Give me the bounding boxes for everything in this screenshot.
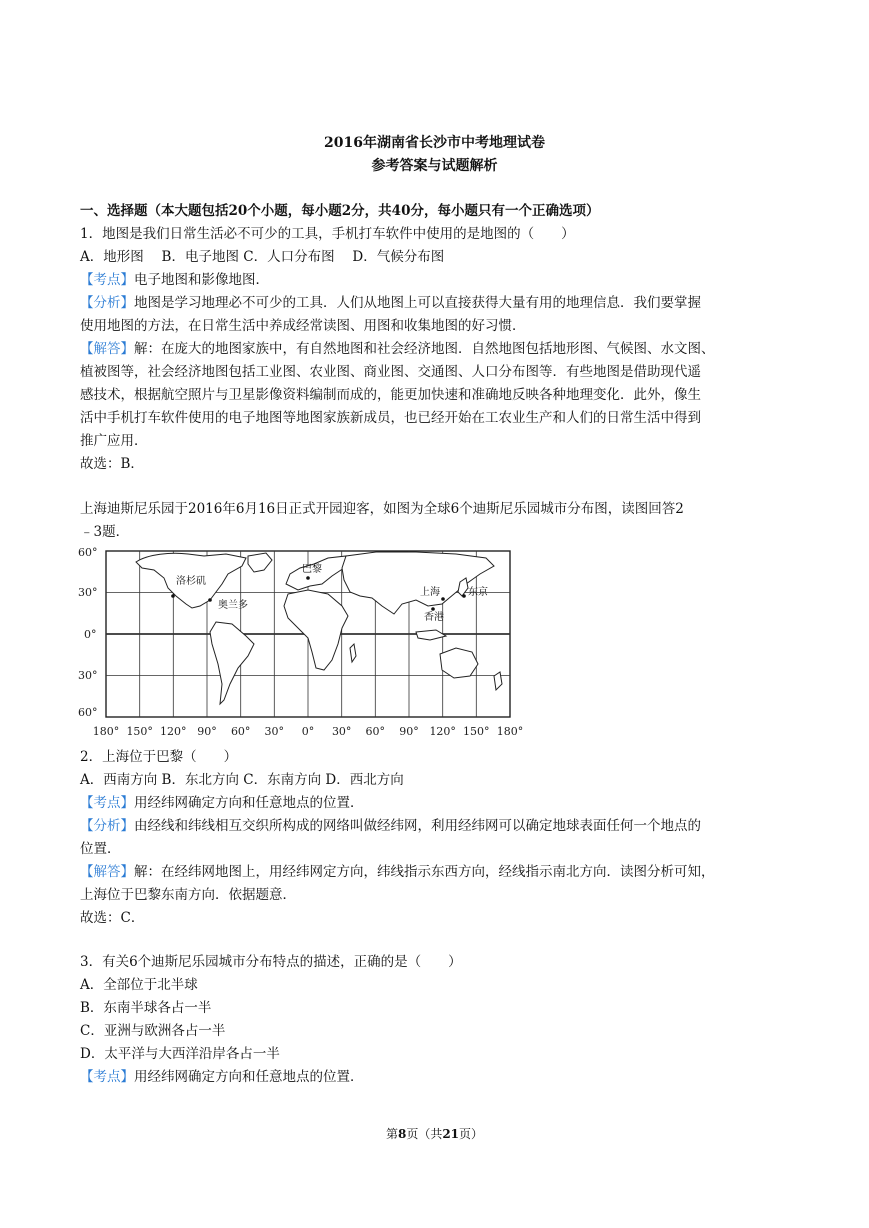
q3-option-b: B．东南半球各占一半 (80, 1000, 212, 1016)
q1-kaodian-text: 电子地图和影像地图． (134, 272, 269, 288)
q1-fenxi (80, 291, 800, 311)
q2-answer: 故选：C． (80, 910, 145, 926)
losangeles-marker (171, 594, 175, 598)
q1-jieda-text-1: 解：在庞大的地图家族中，有自然地图和社会经济地图．自然地图包括地形图、气候图、水文图、 (134, 341, 715, 357)
footer-suffix: 页） (459, 1127, 484, 1141)
kaodian-tag: 【考点】 (80, 272, 134, 288)
q2-fenxi-text-1: 由经线和纬线相互交织所构成的网络叫做经纬网，利用经纬网可以确定地球表面任何一个地点的 (134, 818, 701, 834)
intro-line-1: 上海迪斯尼乐园于2016年6月16日正式开园迎客，如图为全球6个迪斯尼乐园城市分布图，读图回答2 (80, 501, 684, 517)
paris-marker (306, 576, 310, 580)
q3-kaodian (80, 1065, 800, 1085)
lon-label-180e: 180° (496, 725, 524, 738)
q2-jieda (80, 860, 800, 880)
document-subtitle: 参考答案与试题解析 (371, 158, 498, 174)
lon-label-90w: 90° (197, 725, 217, 738)
lat-label-0: 0° (84, 628, 97, 641)
q1-jieda-text-5: 推广应用． (80, 433, 148, 449)
lat-label-60s: 60° (78, 706, 98, 719)
q1-jieda-text-3: 感技术，根据航空照片与卫星影像资料编制而成的，能更加快速和准确地反映各种地理变化．此外，像生 (80, 387, 701, 403)
page-footer (0, 1125, 869, 1142)
q3-option-d: D．太平洋与大西洋沿岸各占一半 (80, 1046, 280, 1062)
q1-fenxi-text-2: 使用地图的方法，在日常生活中养成经常读图、用图和收集地图的好习惯． (80, 318, 526, 334)
madagascar (350, 644, 356, 662)
q2-stem: 2．上海位于巴黎（ ） (80, 749, 238, 765)
jieda-tag: 【解答】 (80, 864, 134, 880)
q1-jieda-text-2: 植被图等，社会经济地图包括工业图、农业图、商业图、交通图、人口分布图等．有些地图是借助现代遥 (80, 364, 701, 380)
q3-kaodian-text: 用经纬网确定方向和任意地点的位置． (134, 1069, 364, 1085)
hongkong-marker (431, 607, 435, 611)
q1-kaodian (80, 268, 800, 288)
intro-line-2: ﹣3题． (80, 524, 130, 540)
footer-total-pages: 21 (442, 1127, 460, 1141)
greenland (248, 553, 272, 572)
section-heading: 一、选择题（本大题包括20个小题，每小题2分，共40分，每小题只有一个正确选项） (80, 203, 600, 219)
fenxi-tag: 【分析】 (80, 295, 134, 311)
lon-label-150e: 150° (463, 725, 490, 738)
footer-prefix: 第 (385, 1127, 398, 1141)
lon-label-30e: 30° (331, 725, 352, 738)
tokyo-marker (462, 594, 466, 598)
lat-label-30s: 30° (78, 669, 98, 682)
city-orlando: 奥兰多 (218, 600, 248, 611)
jieda-tag: 【解答】 (80, 341, 134, 357)
lon-label-90e: 90° (399, 725, 419, 738)
world-map-disney-cities (76, 544, 536, 740)
q2-options: A．西南方向 B．东北方向 C．东南方向 D．西北方向 (80, 772, 404, 788)
q1-fenxi-text-1: 地图是学习地理必不可少的工具．人们从地图上可以直接获得大量有用的地理信息．我们要掌握 (134, 295, 701, 311)
australia (440, 648, 478, 678)
lon-label-120e: 120° (429, 725, 456, 738)
lat-label-30n: 30° (78, 586, 98, 599)
q1-stem: 1．地图是我们日常生活必不可少的工具，手机打车软件中使用的是地图的（ ） (80, 226, 575, 242)
lon-label-60w: 60° (230, 725, 251, 738)
lon-label-0: 0° (301, 725, 315, 738)
q3-option-a: A．全部位于北半球 (80, 977, 198, 993)
kaodian-tag: 【考点】 (80, 795, 134, 811)
q2-jieda-text-1: 解：在经纬网地图上，用经纬网定方向，纬线指示东西方向，经线指示南北方向．读图分析可知， (134, 864, 715, 880)
lon-label-120w: 120° (160, 725, 187, 738)
city-tokyo: 东京 (468, 587, 488, 598)
new-zealand (494, 672, 502, 690)
footer-middle: 页（共 (406, 1127, 443, 1141)
kaodian-tag: 【考点】 (80, 1069, 134, 1085)
orlando-marker (208, 598, 212, 602)
q2-jieda-text-2: 上海位于巴黎东南方向．依据题意． (80, 887, 296, 903)
q2-fenxi-text-2: 位置． (80, 841, 121, 857)
city-hongkong: 香港 (424, 612, 444, 623)
footer-page-number: 8 (397, 1127, 407, 1141)
lon-label-150w: 150° (126, 725, 153, 738)
q1-jieda-text-4: 活中手机打车软件使用的电子地图等地图家族新成员，也已经开始在工农业生产和人们的日常生活中得到 (80, 410, 701, 426)
indonesia (416, 630, 446, 640)
document-title: 2016年湖南省长沙市中考地理试卷 (324, 135, 545, 151)
q3-option-c: C．亚洲与欧洲各占一半 (80, 1023, 226, 1039)
city-shanghai: 上海 (420, 587, 440, 598)
africa (284, 590, 348, 670)
lat-label-60n: 60° (78, 546, 98, 559)
q1-answer: 故选：B． (80, 456, 144, 472)
asia (342, 552, 494, 614)
q1-jieda (80, 337, 800, 357)
city-paris: 巴黎 (302, 564, 322, 575)
q1-options: A．地形图 B．电子地图 C．人口分布图 D．气候分布图 (80, 249, 445, 265)
fenxi-tag: 【分析】 (80, 818, 134, 834)
city-losangeles: 洛杉矶 (176, 576, 206, 587)
q2-kaodian-text: 用经纬网确定方向和任意地点的位置． (134, 795, 364, 811)
lon-label-180w: 180° (92, 725, 120, 738)
lon-label-30w: 30° (264, 725, 285, 738)
lon-label-60e: 60° (365, 725, 386, 738)
q2-kaodian (80, 791, 800, 811)
q3-stem: 3．有关6个迪斯尼乐园城市分布特点的描述，正确的是（ ） (80, 954, 462, 970)
shanghai-marker (441, 597, 445, 601)
q2-fenxi (80, 814, 800, 834)
